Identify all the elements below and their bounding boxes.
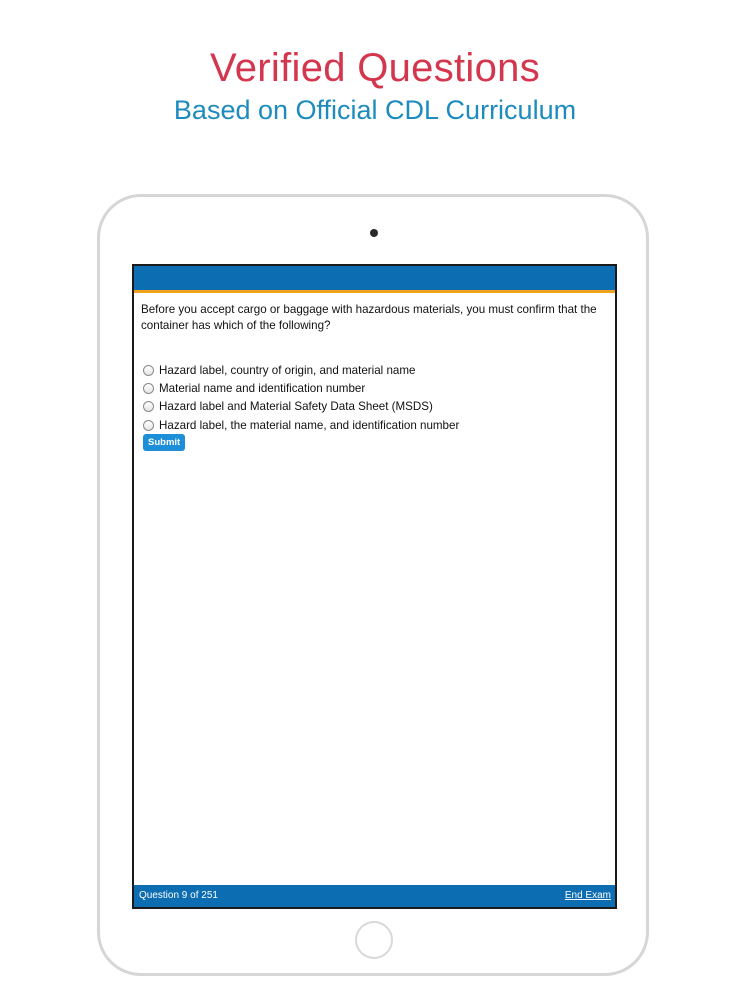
answer-option[interactable] <box>143 361 603 379</box>
answer-option[interactable] <box>143 398 603 416</box>
answer-option-label: Material name and identification number <box>159 381 366 395</box>
answer-option[interactable] <box>143 379 603 397</box>
radio-button[interactable] <box>143 420 154 431</box>
quiz-footer <box>134 885 615 907</box>
end-exam-link[interactable]: End Exam <box>564 890 611 901</box>
camera-icon <box>370 229 378 237</box>
promo-subheadline: Based on Official CDL Curriculum <box>173 95 577 125</box>
submit-button[interactable]: Submit <box>143 434 185 451</box>
answer-options <box>143 361 603 434</box>
question-progress: Question 9 of 251 <box>139 890 218 901</box>
answer-option-label: Hazard label, country of origin, and material name <box>159 363 416 377</box>
promo-headline: Verified Questions <box>209 46 541 90</box>
radio-button[interactable] <box>143 383 154 394</box>
question-text: Before you accept cargo or baggage with hazardous materials, you must confirm that the container has which of the following? <box>141 303 597 332</box>
home-button[interactable] <box>355 921 393 959</box>
radio-button[interactable] <box>143 401 154 412</box>
answer-option-label: Hazard label and Material Safety Data Sheet (MSDS) <box>159 400 433 414</box>
answer-option[interactable] <box>143 416 603 434</box>
radio-button[interactable] <box>143 365 154 376</box>
app-screen <box>132 264 617 909</box>
answer-option-label: Hazard label, the material name, and identification number <box>159 418 460 432</box>
app-header-bar <box>134 266 615 293</box>
